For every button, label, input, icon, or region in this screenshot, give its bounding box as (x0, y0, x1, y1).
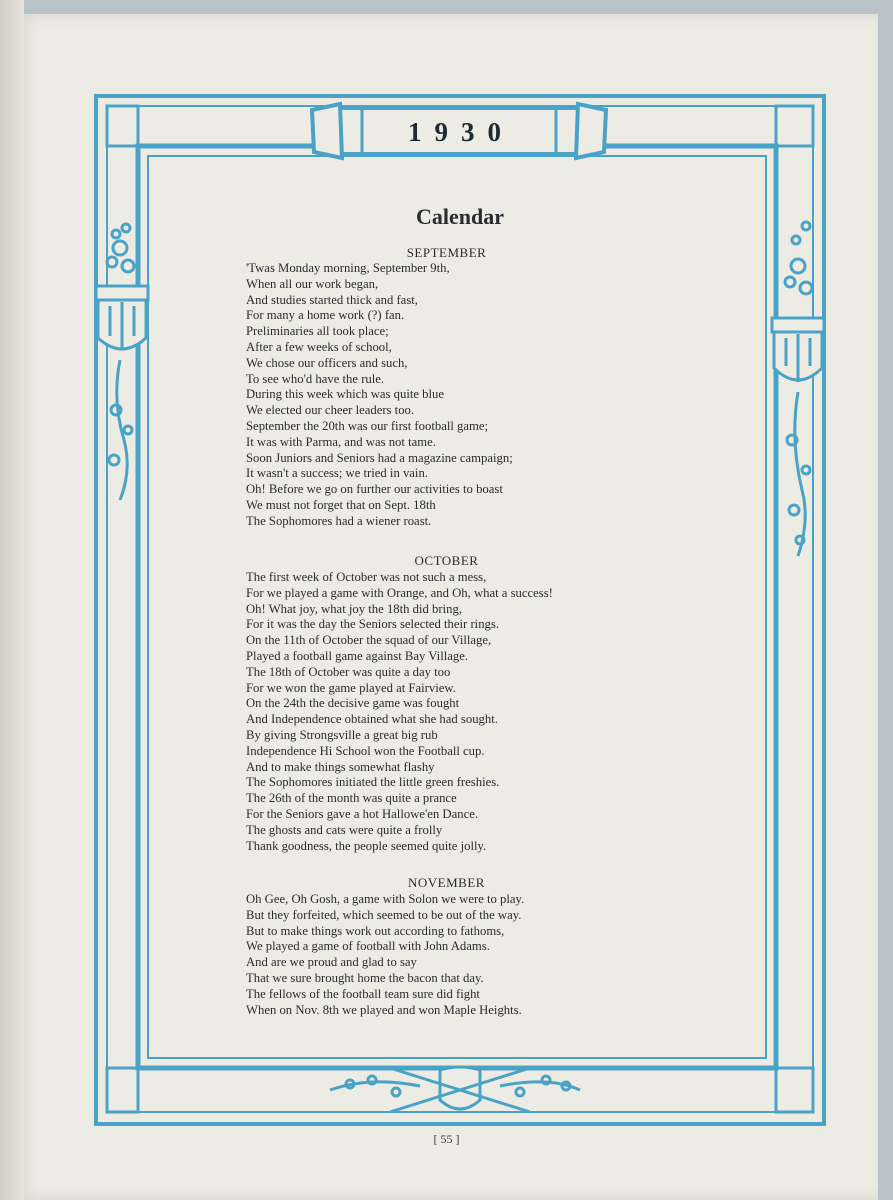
month-heading-september: SEPTEMBER (406, 245, 487, 260)
verse-line: We played a game of football with John Adams. (246, 939, 490, 954)
verse-line: For we played a game with Orange, and Oh, what a success! (246, 585, 553, 600)
page-number: [ 55 ] (433, 1132, 460, 1146)
verse-line: On the 11th of October the squad of our Village, (246, 633, 492, 648)
verse-line: And are we proud and glad to say (246, 955, 417, 970)
corner-top-left (107, 106, 138, 146)
bottom-crest-ornament-icon (330, 1067, 580, 1112)
verse-line: But to make things work out according to fathoms, (246, 923, 505, 938)
verse-line: And studies started thick and fast, (246, 292, 418, 307)
month-heading-november: NOVEMBER (408, 875, 485, 890)
verse-line: We must not forget that on Sept. 18th (246, 497, 436, 512)
verse-line: And Independence obtained what she had sought. (246, 712, 498, 727)
verse-line: Oh! What joy, what joy the 18th did bring, (246, 601, 463, 616)
verse-line: The fellows of the football team sure did fight (246, 986, 480, 1001)
verse-line: Preliminaries all took place; (246, 324, 389, 339)
verse-line: It wasn't a success; we tried in vain. (246, 466, 428, 481)
verse-line: Soon Juniors and Seniors had a magazine campaign; (246, 450, 513, 465)
verse-line: 'Twas Monday morning, September 9th, (246, 261, 450, 275)
verse-line: The Sophomores initiated the little green freshies. (246, 775, 500, 790)
verse-line: The 18th of October was quite a day too (246, 664, 451, 679)
verse-line: To see who'd have the rule. (246, 371, 385, 386)
verse-line: That we sure brought home the bacon that day. (246, 970, 484, 985)
verse-line: Independence Hi School won the Football cup. (246, 743, 485, 758)
verse-line: During this week which was quite blue (246, 387, 445, 402)
verse-line: And to make things somewhat flashy (246, 759, 435, 774)
verse-line: We elected our cheer leaders too. (246, 403, 415, 418)
verse-line: For we won the game played at Fairview. (246, 680, 456, 695)
verse-line: Oh! Before we go on further our activities to boast (246, 482, 503, 497)
corner-bottom-right (776, 1068, 813, 1112)
verse-line: Played a football game against Bay Village. (246, 648, 469, 663)
verse-line: For many a home work (?) fan. (246, 308, 405, 323)
corner-bottom-left (107, 1068, 138, 1112)
verse-september (246, 261, 666, 530)
verse-line: After a few weeks of school, (246, 339, 392, 354)
verse-line: By giving Strongsville a great big rub (246, 727, 438, 742)
page-title: Calendar (416, 204, 504, 229)
verse-line: The Sophomores had a wiener roast. (246, 513, 432, 528)
verse-line: On the 24th the decisive game was fought (246, 696, 460, 711)
verse-line: September the 20th was our first football game; (246, 418, 489, 433)
verse-line: When all our work began, (246, 276, 379, 291)
verse-line: For it was the day the Seniors selected their rings. (246, 617, 499, 632)
verse-line: The ghosts and cats were quite a frolly (246, 822, 443, 837)
verse-line: For the Seniors gave a hot Hallowe'en Dance. (246, 806, 478, 821)
verse-line: The first week of October was not such a mess, (246, 570, 487, 584)
verse-line: We chose our officers and such, (246, 355, 408, 370)
verse-line: It was with Parma, and was not tame. (246, 434, 436, 449)
verse-november (246, 892, 666, 1018)
right-shield-ornament-icon (772, 222, 824, 556)
verse-line: The 26th of the month was quite a prance (246, 791, 457, 806)
banner-year: 1930 (408, 117, 514, 147)
corner-top-right (776, 106, 813, 146)
verse-line: But they forfeited, which seemed to be out of the way. (246, 907, 522, 922)
verse-line: When on Nov. 8th we played and won Maple Heights. (246, 1002, 522, 1017)
verse-line: Thank goodness, the people seemed quite jolly. (246, 838, 487, 853)
month-heading-october: OCTOBER (414, 553, 479, 568)
verse-line: Oh Gee, Oh Gosh, a game with Solon we were to play. (246, 892, 525, 906)
verse-october (246, 570, 666, 854)
